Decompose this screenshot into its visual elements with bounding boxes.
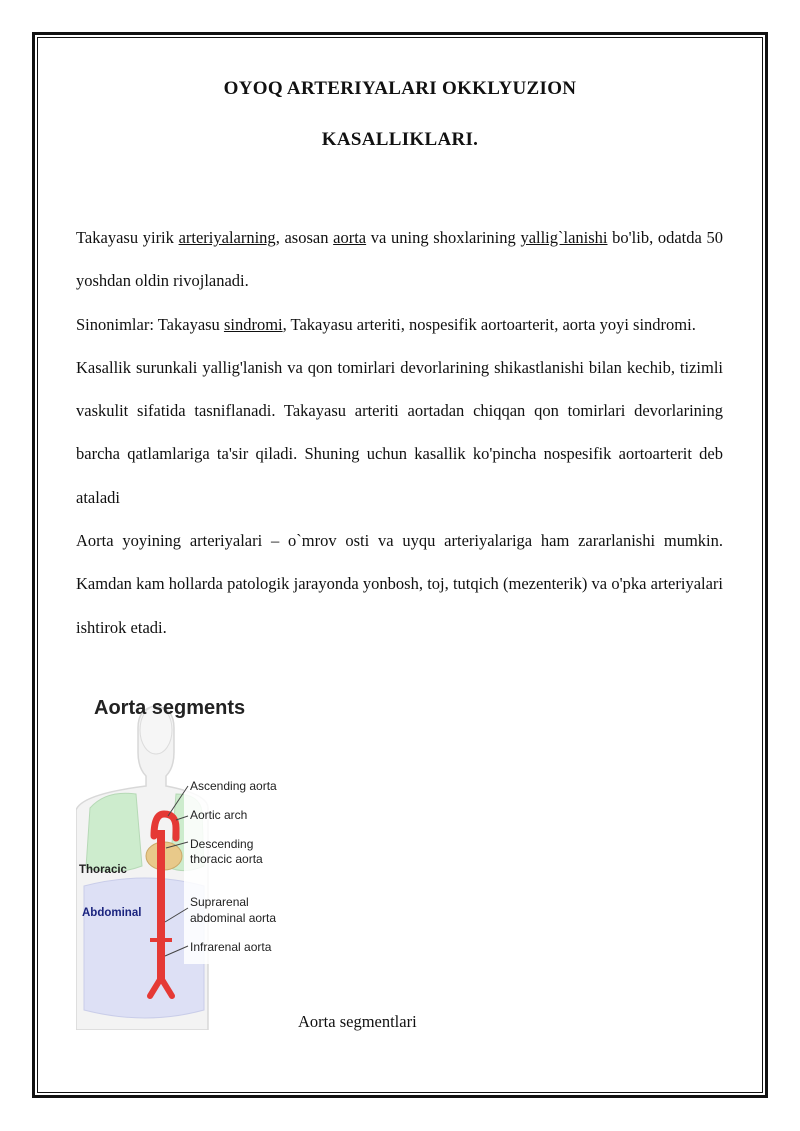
link-yalliglanishi[interactable]: yallig`lanishi bbox=[520, 228, 608, 247]
label-descending-line-2: thoracic aorta bbox=[190, 852, 263, 866]
document-body bbox=[76, 216, 723, 649]
label-aortic-arch: Aortic arch bbox=[190, 808, 248, 822]
text-run: Takayasu yirik bbox=[76, 228, 179, 247]
labels-panel bbox=[184, 774, 302, 964]
link-sindromi[interactable]: sindromi bbox=[223, 314, 283, 334]
text-run: , asosan bbox=[275, 228, 334, 247]
text-run: , Takayasu arteriti, nospesifik aortoarterit, aorta yoyi sindromi. bbox=[282, 314, 696, 334]
label-descending-line-1: Descending bbox=[190, 837, 254, 851]
descending-aorta bbox=[157, 830, 165, 980]
text-run: Sinonimlar: Takayasu bbox=[76, 314, 224, 334]
figure-caption: Aorta segmentlari bbox=[298, 1012, 417, 1031]
paragraph-1 bbox=[76, 216, 723, 303]
link-arteriyalarning[interactable]: arteriyalarning bbox=[178, 228, 276, 247]
label-abdominal: Abdominal bbox=[82, 907, 142, 919]
text-run: va uning shoxlarining bbox=[366, 228, 521, 247]
link-aorta[interactable]: aorta bbox=[333, 228, 367, 247]
aorta-diagram bbox=[76, 690, 306, 1030]
text-run: bo'lib, odatda 50 yoshdan oldin rivojlanadi. bbox=[76, 228, 724, 291]
label-thoracic: Thoracic bbox=[79, 864, 127, 876]
figure-title: Aorta segments bbox=[94, 697, 246, 719]
label-suprarenal-line-2: abdominal aorta bbox=[190, 911, 277, 925]
paragraph-2 bbox=[76, 303, 723, 346]
label-infrarenal-aorta: Infrarenal aorta bbox=[190, 940, 272, 954]
paragraph-4: Aorta yoyining arteriyalari – o`mrov osti va uyqu arteriyalariga ham zararlanishi mumkin. Kamdan kam hollarda patologik jarayonda yonbosh, toj, tutqich (mezenterik) va o'pka arteriyalari ishtirok etadi. bbox=[76, 531, 723, 637]
label-ascending-aorta: Ascending aorta bbox=[190, 779, 277, 793]
renal-branch bbox=[150, 938, 172, 942]
aorta-segments-figure bbox=[76, 690, 306, 1030]
paragraph-3: Kasallik surunkali yallig'lanish va qon tomirlari devorlarining shikastlanishi bilan kechib, tizimli vaskulit sifatida tasniflanadi. Takayasu arteriti aortadan chiqqan qon tomirlari devorlarining barcha qatlamlariga ta'sir qiladi. Shuning uchun kasallik ko'pincha nospesifik aortoarterit deb ataladi bbox=[76, 357, 723, 507]
label-suprarenal-line-1: Suprarenal bbox=[190, 895, 249, 909]
left-lung bbox=[86, 793, 142, 871]
document-title-line-2: KASALLIKLARI. bbox=[321, 129, 479, 150]
document-title-line-1: OYOQ ARTERIYALARI OKKLYUZION bbox=[223, 78, 577, 99]
